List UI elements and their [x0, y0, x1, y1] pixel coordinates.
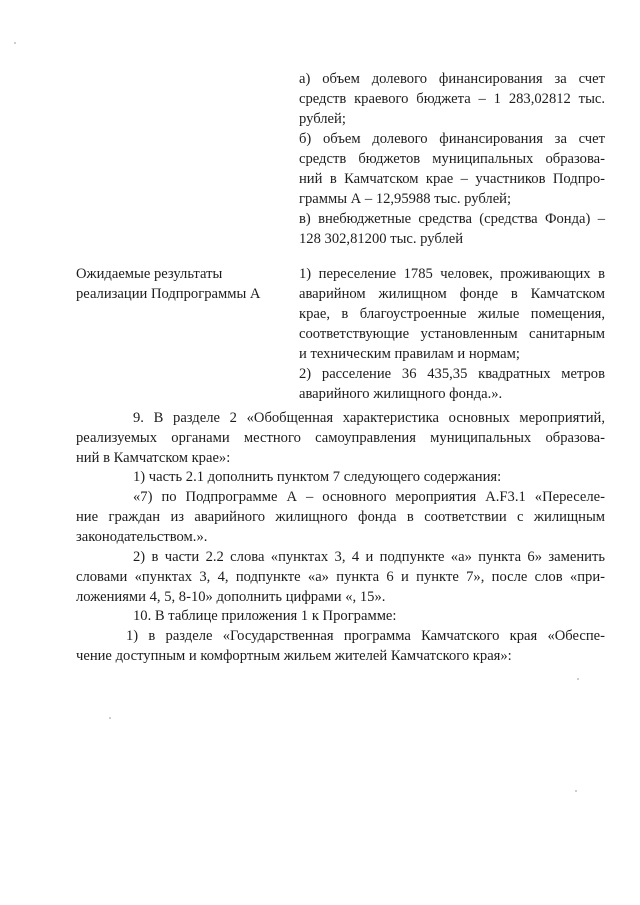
section-10-item-1-line: 1) в разделе «Государственная программа Камчатского края «Обеспе-	[126, 628, 605, 644]
scan-speck	[575, 790, 577, 792]
funding-item-b-line: граммы А – 12,95988 тыс. рублей;	[299, 191, 512, 207]
funding-item-a-line: а) объем долевого финансирования за счет	[299, 71, 605, 87]
funding-item-a-line: средств краевого бюджета – 1 283,02812 тыс.	[299, 91, 605, 107]
section-9-item-2-line: словами «пунктах 3, 4, подпункте «а» пункта 6 и пункте 7», после слов «при-	[76, 569, 605, 585]
scan-speck	[577, 678, 579, 680]
result-item-1-line: соответствующие установленным санитарным	[299, 326, 605, 342]
funding-item-c-line: в) внебюджетные средства (средства Фонда) –	[299, 211, 605, 227]
section-9-item-2-line: ложениями 4, 5, 8-10» дополнить цифрами «, 15».	[76, 589, 386, 605]
funding-item-b-line: б) объем долевого финансирования за счет	[299, 131, 605, 147]
funding-item-b-line: ний в Камчатском крае – участников Подпро-	[299, 171, 605, 187]
scan-speck	[14, 42, 16, 44]
section-10-heading: 10. В таблице приложения 1 к Программе:	[133, 608, 397, 624]
funding-item-a-line: рублей;	[299, 111, 346, 127]
results-label-line: Ожидаемые результаты	[76, 266, 223, 282]
results-label-line: реализации Подпрограммы А	[76, 286, 261, 302]
section-9-heading-line: реализуемых органами местного самоуправления муниципальных образова-	[76, 430, 605, 446]
section-10-item-1-line: чение доступным и комфортным жильем жителей Камчатского края»:	[76, 648, 512, 664]
section-9-item-1: 1) часть 2.1 дополнить пунктом 7 следующего содержания:	[133, 469, 502, 485]
result-item-2-line: аварийного жилищного фонда.».	[299, 386, 503, 402]
result-item-1-line: 1) переселение 1785 человек, проживающих в	[299, 266, 605, 282]
section-9-quote-line: законодательством.».	[76, 529, 208, 545]
result-item-1-line: аварийном жилищном фонде в Камчатском	[299, 286, 605, 302]
result-item-1-line: крае, в благоустроенные жилые помещения,	[299, 306, 605, 322]
section-9-item-2-line: 2) в части 2.2 слова «пунктах 3, 4 и подпункте «а» пункта 6» заменить	[133, 549, 605, 565]
section-9-quote-line: «7) по Подпрограмме А – основного мероприятия А.F3.1 «Переселе-	[133, 489, 605, 505]
funding-item-c-line: 128 302,81200 тыс. рублей	[299, 231, 464, 247]
scan-speck	[109, 717, 111, 719]
result-item-1-line: и техническим правилам и нормам;	[299, 346, 520, 362]
section-9-heading-line: ний в Камчатском крае»:	[76, 450, 231, 466]
section-9-quote-line: ние граждан из аварийного жилищного фонда в соответствии с жилищным	[76, 509, 605, 525]
section-9-heading-line: 9. В разделе 2 «Обобщенная характеристика основных мероприятий,	[133, 410, 605, 426]
funding-item-b-line: средств бюджетов муниципальных образова-	[299, 151, 605, 167]
result-item-2-line: 2) расселение 36 435,35 квадратных метров	[299, 366, 605, 382]
